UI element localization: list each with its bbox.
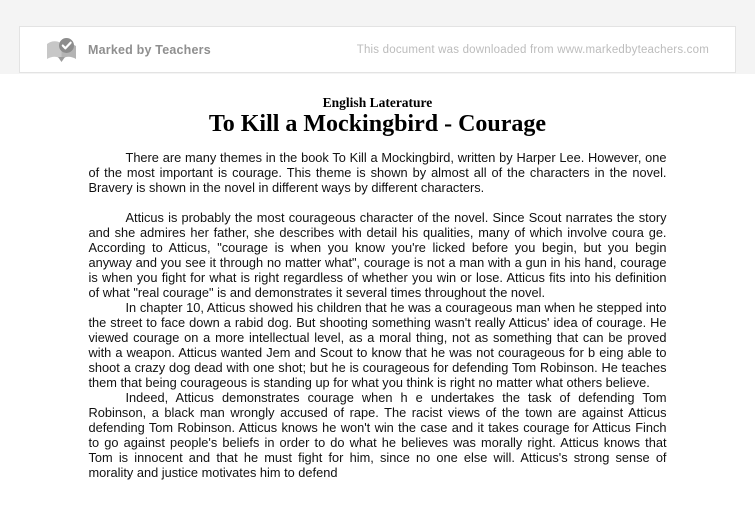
essay-paragraph: Atticus is probably the most courageous character of the novel. Since Scout narrates the story and she admires her father, she describes with detail his qualities, many of which involve coura ge. According to Atticus, "courage is when you know you're licked before you begin, but you begin anyway and you see it through no matter what", courage is not a man with a gun in his hand, courage is when you fight for what is right regardless of whether you win or lose. Atticus fits into his definition of what "real courage" is and demonstrates it several times throughout the novel. [88,210,667,300]
essay-paragraph: In chapter 10, Atticus showed his children that he was a courageous man when he stepped into the street to face down a rabid dog. But shooting something wasn't really Atticus' idea of courage. He viewed courage on a more intellectual level, as a moral thing, not as something that can be proved with a weapon. Atticus wanted Jem and Scout to know that he was not courageous for b eing able to shoot a crazy dog dead with one shot; but he is courageous for defending Tom Robinson. He teaches them that being courageous is standing up for what you think is right no matter what others believe. [88,300,667,390]
essay-subject-heading: English Laterature [322,95,433,110]
essay-paragraph: Indeed, Atticus demonstrates courage when h e undertakes the task of defending Tom Robinson, a black man wrongly accused of rape. The racist views of the town are against Atticus defending Tom Robinson. Atticus knows he won't win the case and it takes courage for Atticus Finch to go against people's beliefs in order to do what he believes was morally right. Atticus knows that Tom is innocent and that he must fight for him, since no one else will. Atticus's strong sense of morality and justice motivates him to defend [88,390,667,480]
open-book-checkmark-icon [44,36,80,63]
site-header-bar [19,26,736,73]
essay-paragraph: There are many themes in the book To Kill a Mockingbird, written by Harper Lee. However, one of the most important is courage. This theme is shown by almost all of the characters in the novel. Bravery is shown in the novel in different ways by different characters. [88,150,667,195]
essay-title: To Kill a Mockingbird - Courage [208,111,547,137]
download-notice-text: This document was downloaded from www.markedbyteachers.com [356,43,709,56]
essay-document [89,74,667,480]
site-header-strip [0,0,755,74]
logo-wordmark: Marked by Teachers [88,42,211,57]
marked-by-teachers-logo [44,36,211,63]
essay-body [89,150,667,480]
